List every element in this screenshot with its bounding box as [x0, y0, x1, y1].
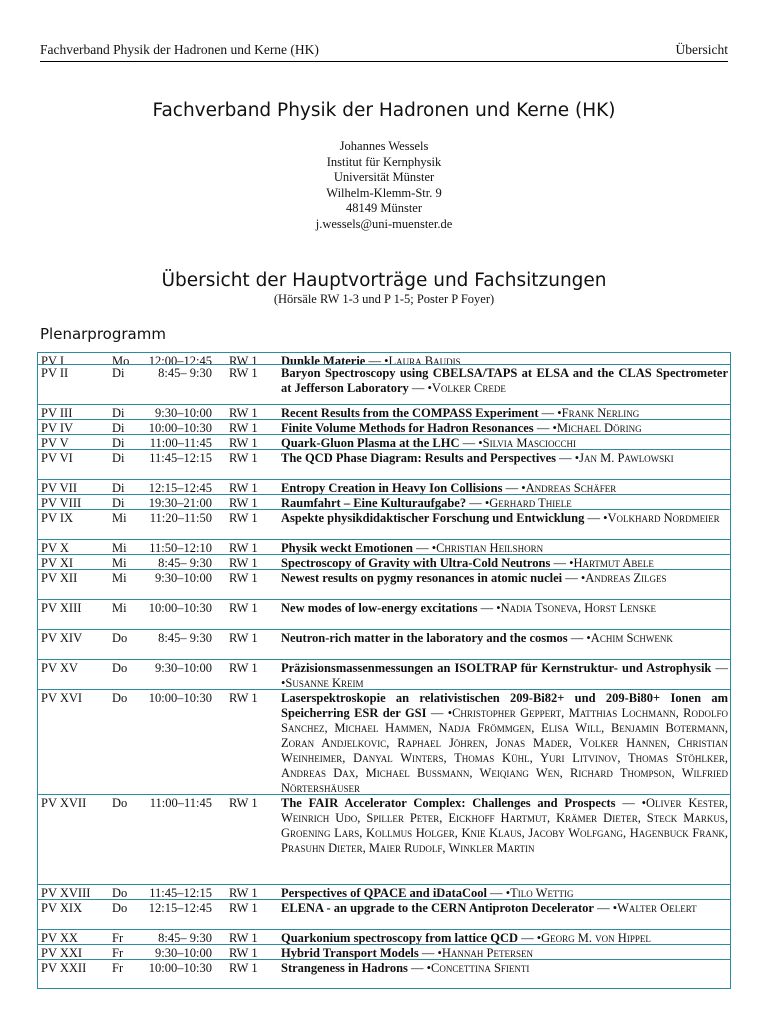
session-room: RW 1 [229, 601, 258, 615]
session-day: Mo [112, 354, 130, 364]
dash-separator: — [533, 421, 553, 435]
dash-separator: — [593, 901, 613, 915]
session-room: RW 1 [229, 886, 258, 900]
table-row [38, 364, 730, 405]
talk-title: The FAIR Accelerator Complex: Challenges and Prospects [281, 796, 616, 810]
session-room: RW 1 [229, 436, 258, 450]
session-day: Mi [112, 541, 127, 555]
talk-entry [281, 451, 728, 466]
session-room: RW 1 [229, 451, 258, 465]
plenary-program-table [37, 352, 731, 989]
talk-speakers: •Volkhard Nordmeier [603, 511, 720, 525]
session-id: PV IX [41, 511, 74, 525]
talk-title: Dunkle Materie [281, 354, 366, 364]
talk-title: Hybrid Transport Models [281, 946, 419, 960]
dash-separator: — [487, 886, 506, 900]
address-line: Institut für Kernphysik [326, 154, 442, 169]
talk-entry [281, 354, 728, 364]
talk-entry [281, 961, 728, 976]
dash-separator: — [567, 631, 587, 645]
talk-speakers: •Susanne Kreim [281, 676, 364, 690]
running-header-left: Fachverband Physik der Hadronen und Kerne (HK) [40, 42, 319, 57]
session-time: 10:00–10:30 [148, 421, 212, 435]
session-day: Di [112, 451, 125, 465]
table-row [38, 404, 730, 420]
session-id: PV XVI [41, 691, 83, 705]
session-id: PV XII [41, 571, 78, 585]
talk-title: Strangeness in Hadrons [281, 961, 408, 975]
session-day: Di [112, 406, 125, 420]
running-header [40, 42, 728, 62]
session-day: Mi [112, 571, 127, 585]
session-room: RW 1 [229, 931, 258, 945]
overview-title: Übersicht der Hauptvorträge und Fachsitzungen [161, 270, 607, 291]
session-id: PV VIII [41, 496, 82, 510]
dash-separator: — [418, 946, 438, 960]
session-id: PV XVII [41, 796, 87, 810]
session-room: RW 1 [229, 661, 258, 675]
talk-title: Perspectives of QPACE and iDataCool [281, 886, 487, 900]
talk-entry [281, 541, 728, 555]
dash-separator: — [711, 661, 728, 675]
session-id: PV XVIII [41, 886, 91, 900]
session-room: RW 1 [229, 796, 258, 810]
talk-speakers: •Andreas Zilges [580, 571, 667, 585]
table-row [38, 539, 730, 555]
dash-separator: — [426, 706, 448, 720]
session-room: RW 1 [229, 556, 258, 570]
address-line: Universität Münster [333, 170, 435, 184]
dash-separator: — [584, 511, 604, 525]
session-id: PV III [41, 406, 73, 420]
talk-speakers: •Walter Oelert [612, 901, 697, 915]
talk-speakers: •Volker Crede [427, 381, 506, 395]
session-time: 8:45– 9:30 [158, 931, 212, 945]
talk-title: Quarkonium spectroscopy from lattice QCD [281, 931, 519, 945]
session-day: Do [112, 661, 128, 675]
talk-title: Laserspektroskopie an relativistischen 209-Bi82+ und 209-Bi80+ Ionen am Speicherring ESR der GSI [281, 691, 728, 720]
talk-title: Aspekte physikdidaktischer Forschung und Entwicklung [281, 511, 585, 525]
session-room: RW 1 [229, 631, 258, 645]
address-line: Johannes Wessels [339, 139, 429, 153]
session-id: PV XXII [41, 961, 87, 975]
session-time: 8:45– 9:30 [158, 366, 212, 380]
session-id: PV XIII [41, 601, 82, 615]
session-time: 11:45–12:15 [149, 886, 212, 900]
session-id: PV V [41, 436, 69, 450]
table-row [38, 449, 730, 480]
session-time: 19:30–21:00 [148, 496, 212, 510]
talk-speakers: •Jan M. Pawlowski [574, 451, 674, 465]
running-header-right: Übersicht [675, 42, 728, 57]
talk-speakers: •Hartmut Abele [569, 556, 654, 570]
page-title: Fachverband Physik der Hadronen und Kerne (HK) [152, 100, 616, 121]
session-id: PV X [41, 541, 69, 555]
talk-speakers: •Silvia Masciocchi [478, 436, 576, 450]
section-title: Plenarprogramm [40, 325, 166, 343]
dash-separator: — [408, 381, 428, 395]
table-row [38, 929, 730, 945]
talk-speakers: •Christian Heilshorn [431, 541, 544, 555]
session-time: 12:00–12:45 [148, 354, 212, 364]
talk-speakers: •Oliver Kester, Weinrich Udo, Spiller Peter, Eickhoff Hartmut, Krämer Dieter, Steck Markus, Groening Lars, Kollmus Holger, Knie Klaus, Jacoby Wolfgang, Hagenbuck Frank, Prasuhn Dieter, Maier Rudolf, Winkler Martin [281, 796, 728, 855]
session-id: PV XI [41, 556, 74, 570]
talk-title: New modes of low-energy excitations [281, 601, 478, 615]
session-room: RW 1 [229, 511, 258, 525]
session-day: Mi [112, 556, 127, 570]
talk-speakers: •Concettina Sfienti [426, 961, 530, 975]
talk-entry [281, 661, 728, 690]
session-day: Do [112, 901, 128, 915]
session-time: 8:45– 9:30 [158, 631, 212, 645]
talk-entry [281, 601, 728, 616]
session-time: 9:30–10:00 [155, 661, 212, 675]
talk-speakers: •Georg M. von Hippel [536, 931, 651, 945]
table-row [38, 479, 730, 495]
table-row [38, 554, 730, 570]
talk-title: Raumfahrt – Eine Kulturaufgabe? [281, 496, 467, 510]
talk-entry [281, 366, 728, 396]
session-day: Fr [112, 931, 124, 945]
table-row [38, 509, 730, 540]
session-time: 11:00–11:45 [149, 796, 212, 810]
talk-entry [281, 946, 728, 960]
session-day: Di [112, 496, 125, 510]
talk-title: Präzisionsmassenmessungen an ISOLTRAP für Kernstruktur- und Astrophysik [281, 661, 712, 675]
talk-entry [281, 496, 728, 510]
talk-title: Physik weckt Emotionen [281, 541, 413, 555]
session-time: 11:00–11:45 [149, 436, 212, 450]
talk-speakers: •Hannah Petersen [437, 946, 533, 960]
table-row [38, 494, 730, 510]
talk-title: Finite Volume Methods for Hadron Resonances [281, 421, 534, 435]
dash-separator: — [459, 436, 479, 450]
dash-separator: — [365, 354, 385, 364]
session-room: RW 1 [229, 354, 258, 364]
talk-speakers: •Michael Döring [552, 421, 642, 435]
address-line: 48149 Münster [345, 201, 423, 215]
session-id: PV I [41, 354, 65, 364]
session-room: RW 1 [229, 481, 258, 495]
session-day: Di [112, 436, 125, 450]
table-row [38, 419, 730, 435]
talk-title: Spectroscopy of Gravity with Ultra-Cold Neutrons [281, 556, 551, 570]
address-line: j.wessels@uni-muenster.de [315, 216, 453, 231]
session-day: Fr [112, 961, 124, 975]
talk-entry [281, 931, 728, 945]
talk-speakers: •Nadia Tsoneva, Horst Lenske [496, 601, 657, 615]
table-row [38, 629, 730, 660]
talk-entry [281, 511, 728, 526]
session-day: Di [112, 481, 125, 495]
talk-title: Entropy Creation in Heavy Ion Collisions [281, 481, 503, 495]
session-id: PV XV [41, 661, 78, 675]
talk-speakers: •Andreas Schäfer [521, 481, 617, 495]
session-room: RW 1 [229, 421, 258, 435]
dash-separator: — [562, 571, 581, 585]
session-room: RW 1 [229, 901, 258, 915]
talk-speakers: •Achim Schwenk [586, 631, 673, 645]
table-row [38, 959, 730, 988]
table-row [38, 794, 730, 885]
dash-separator: — [502, 481, 522, 495]
session-time: 11:20–11:50 [149, 511, 212, 525]
dash-separator: — [538, 406, 558, 420]
session-room: RW 1 [229, 541, 258, 555]
session-room: RW 1 [229, 571, 258, 585]
session-time: 11:50–12:10 [149, 541, 212, 555]
talk-title: ELENA - an upgrade to the CERN Antiproton Decelerator [281, 901, 594, 915]
table-row [38, 659, 730, 690]
talk-speakers: •Frank Nerling [557, 406, 640, 420]
talk-entry [281, 901, 728, 916]
dash-separator: — [407, 961, 427, 975]
talk-entry [281, 421, 728, 435]
dash-separator: — [477, 601, 497, 615]
session-day: Do [112, 886, 128, 900]
talk-speakers: •Gerhard Thiele [484, 496, 572, 510]
session-time: 9:30–10:00 [155, 571, 212, 585]
talk-entry [281, 691, 728, 795]
session-room: RW 1 [229, 946, 258, 960]
talk-entry [281, 481, 728, 495]
table-row [38, 434, 730, 450]
talk-entry [281, 886, 728, 900]
talk-entry [281, 631, 728, 646]
table-row [38, 599, 730, 630]
session-day: Do [112, 796, 128, 810]
session-time: 10:00–10:30 [148, 601, 212, 615]
session-id: PV VII [41, 481, 78, 495]
session-room: RW 1 [229, 961, 258, 975]
address-line: Wilhelm-Klemm-Str. 9 [326, 185, 442, 200]
talk-title: Baryon Spectroscopy using CBELSA/TAPS at ELSA and the CLAS Spectrometer at Jefferson Laboratory [281, 366, 728, 395]
dash-separator: — [412, 541, 432, 555]
session-day: Do [112, 691, 128, 705]
session-id: PV XXI [41, 946, 83, 960]
session-time: 12:15–12:45 [148, 901, 212, 915]
session-time: 12:15–12:45 [148, 481, 212, 495]
talk-title: Neutron-rich matter in the laboratory and the cosmos [281, 631, 568, 645]
session-room: RW 1 [229, 366, 258, 380]
table-row [38, 944, 730, 960]
session-room: RW 1 [229, 691, 258, 705]
session-id: PV VI [41, 451, 73, 465]
table-row [38, 689, 730, 795]
talk-speakers: •Laura Baudis [384, 354, 461, 364]
table-row [38, 353, 730, 364]
session-time: 10:00–10:30 [148, 961, 212, 975]
talk-title: Recent Results from the COMPASS Experiment [281, 406, 539, 420]
table-row [38, 569, 730, 600]
session-id: PV XIX [41, 901, 83, 915]
session-day: Do [112, 631, 128, 645]
talk-entry [281, 571, 728, 586]
talk-speakers: •Tilo Wettig [505, 886, 574, 900]
session-id: PV XIV [41, 631, 83, 645]
talk-title: Quark-Gluon Plasma at the LHC [281, 436, 460, 450]
talk-speakers: •Christopher Geppert, Matthias Lochmann, Rodolfo Sanchez, Michael Hammen, Nadja Frömmgen, Elisa Will, Benjamin Botermann, Zoran Andjelkovic, Raphael Jöhren, Jonas Mader, Volker Hannen, Christian Weinheimer, Danyal Winters, Thomas Kühl, Yuri Litvinov, Thomas Stöhlker, Andreas Dax, Michael Bussmann, Weiqiang Wen, Richard Thompson, Wilfried Nörtershäuser [281, 706, 729, 795]
session-day: Fr [112, 946, 124, 960]
session-day: Mi [112, 601, 127, 615]
session-day: Di [112, 366, 125, 380]
session-time: 11:45–12:15 [149, 451, 212, 465]
session-day: Mi [112, 511, 127, 525]
session-id: PV XX [41, 931, 78, 945]
talk-entry [281, 436, 728, 450]
session-time: 10:00–10:30 [148, 691, 212, 705]
session-time: 9:30–10:00 [155, 406, 212, 420]
dash-separator: — [555, 451, 575, 465]
talk-title: Newest results on pygmy resonances in atomic nuclei [281, 571, 563, 585]
overview-subtitle: (Hörsäle RW 1-3 und P 1-5; Poster P Foyer) [273, 292, 495, 306]
table-row [38, 884, 730, 900]
dash-separator: — [518, 931, 537, 945]
talk-entry [281, 796, 728, 856]
session-day: Di [112, 421, 125, 435]
talk-entry [281, 406, 728, 420]
session-time: 8:45– 9:30 [158, 556, 212, 570]
session-room: RW 1 [229, 406, 258, 420]
session-id: PV II [41, 366, 69, 380]
table-row [38, 899, 730, 930]
dash-separator: — [466, 496, 485, 510]
session-time: 9:30–10:00 [155, 946, 212, 960]
contact-address [0, 139, 768, 232]
session-room: RW 1 [229, 496, 258, 510]
session-id: PV IV [41, 421, 74, 435]
dash-separator: — [615, 796, 642, 810]
dash-separator: — [550, 556, 570, 570]
talk-title: The QCD Phase Diagram: Results and Perspectives [281, 451, 556, 465]
talk-entry [281, 556, 728, 570]
